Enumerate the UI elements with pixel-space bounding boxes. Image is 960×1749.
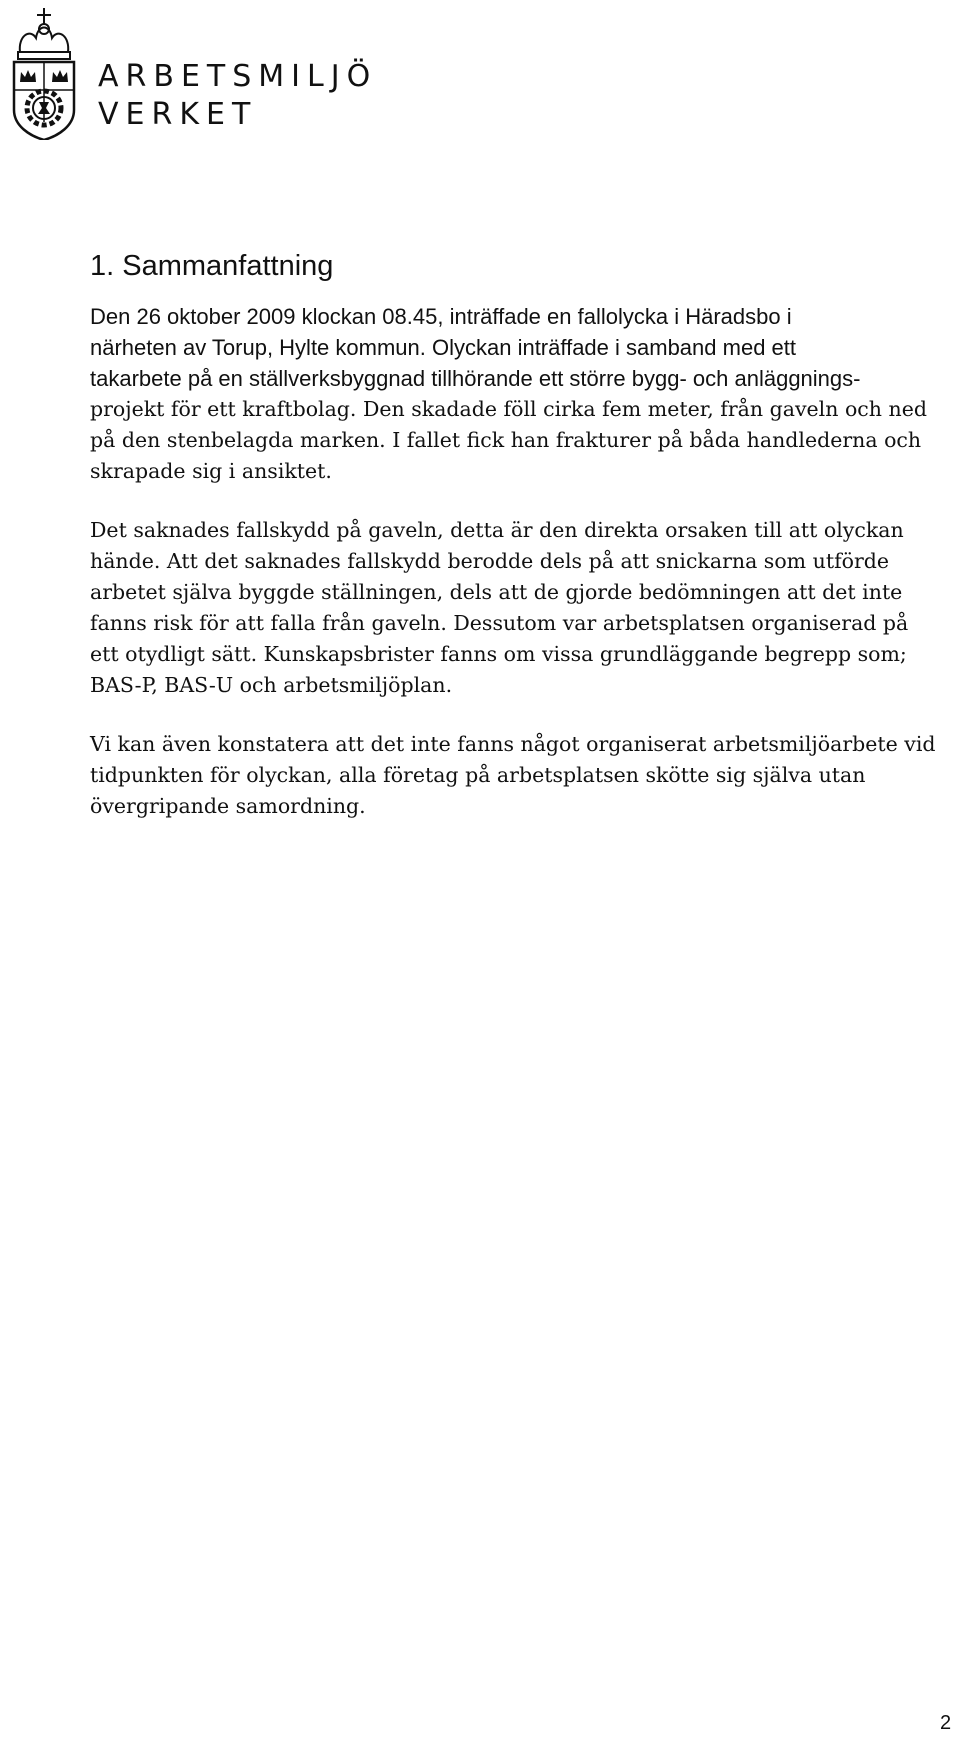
paragraph-line: ett otydligt sätt. Kunskapsbrister fanns om vissa grundläggande begrepp som; (90, 642, 907, 666)
page-number: 2 (940, 1712, 952, 1734)
paragraph-line: tidpunkten för olyckan, alla företag på arbetsplatsen skötte sig själva utan (90, 763, 866, 787)
paragraph-conclusion (90, 729, 950, 822)
paragraph-summary (90, 301, 950, 487)
paragraph-cause (90, 515, 950, 701)
swedish-crown-crest-icon (6, 2, 82, 140)
paragraph-line: hände. Att det saknades fallskydd berodde dels på att snickarna som utförde (90, 549, 890, 573)
paragraph-line: övergripande samordning. (90, 794, 366, 818)
paragraph-line: projekt för ett kraftbolag. Den skadade föll cirka fem meter, från gaveln och ned (90, 397, 927, 421)
paragraph-line: Vi kan även konstatera att det inte fanns något organiserat arbetsmiljöarbete vid (90, 732, 936, 756)
paragraph-line: arbetet själva byggde ställningen, dels att de gjorde bedömningen att det inte (90, 580, 903, 604)
paragraph-line: skrapade sig i ansiktet. (90, 459, 332, 483)
paragraph-line: Det saknades fallskydd på gaveln, detta är den direkta orsaken till att olyckan (90, 518, 904, 542)
agency-logo-wordmark (98, 58, 377, 134)
paragraph-line: takarbete på en ställverksbyggnad tillhörande ett större bygg- och anläggnings- (90, 366, 861, 391)
logo-line-1: ARBETSMILJÖ (98, 59, 378, 94)
paragraph-line: fanns risk för att falla från gaveln. Dessutom var arbetsplatsen organiserad på (90, 611, 909, 635)
document-body (90, 250, 950, 822)
section-title: 1. Sammanfattning (90, 250, 334, 282)
paragraph-line: BAS-P, BAS-U och arbetsmiljöplan. (90, 673, 453, 697)
paragraph-line: på den stenbelagda marken. I fallet fick han frakturer på båda handlederna och (90, 428, 922, 452)
logo-line-2: VERKET (98, 97, 258, 132)
paragraph-line: Den 26 oktober 2009 klockan 08.45, inträffade en fallolycka i Häradsbo i (90, 304, 792, 329)
paragraph-line: närheten av Torup, Hylte kommun. Olyckan inträffade i samband med ett (90, 335, 796, 360)
